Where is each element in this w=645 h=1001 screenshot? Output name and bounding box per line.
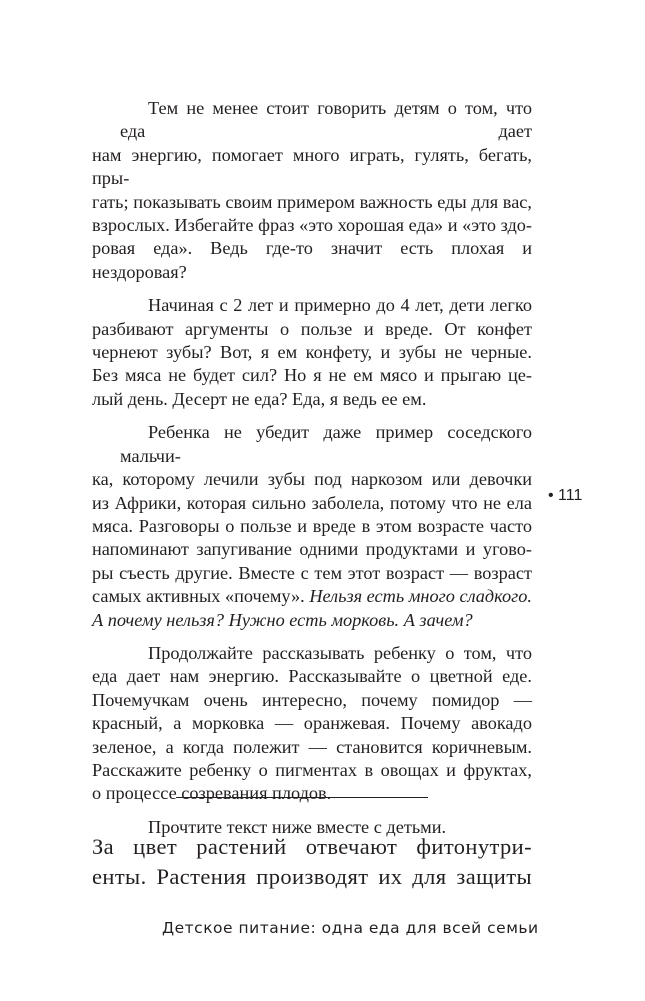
text-line: еда дает нам энергию. Рассказывайте о цветной еде. — [92, 666, 532, 687]
page-number: • 111 — [548, 487, 583, 504]
text-line: красный, а морковка — оранжевая. Почему авокадо — [92, 713, 532, 734]
paragraph-1 — [92, 97, 532, 284]
text-line — [92, 609, 532, 632]
paragraph-2 — [92, 294, 532, 411]
large-text-line: За цвет растений отвечают фитонутри- — [92, 834, 532, 859]
text-line: зеленое, а когда полежит — становится коричневым. — [92, 736, 532, 757]
text-line: напоминают запугивание одними продуктами и угово- — [92, 539, 532, 560]
text-line: ровая еда». Ведь где-то значит есть плохая и нездоровая? — [92, 238, 532, 282]
text-line: ка, которому лечили зубы под наркозом или девочки — [92, 469, 532, 490]
text-line: разбивают аргументы о пользе и вреде. От конфет — [92, 318, 532, 339]
text-line: Без мяса не будет сил? Но я не ем мясо и прыгаю це- — [92, 365, 532, 386]
text-line: чернеют зубы? Вот, я ем конфету, и зубы не черные. — [92, 342, 532, 363]
text-line: Продолжайте рассказывать ребенку о том, что — [148, 642, 532, 663]
text-line: из Африки, которая сильно заболела, потому что не ела — [92, 492, 532, 513]
text-line: лый день. Десерт не еда? Еда, я ведь ее ем. — [92, 388, 427, 409]
text-line: гать; показывать своим примером важность еды для вас, — [92, 191, 532, 212]
paragraph-3 — [92, 421, 532, 632]
body-text — [92, 97, 532, 849]
large-text-line: енты. Растения производят их для защиты — [92, 864, 532, 889]
text-line: Тем не менее стоит говорить детям о том, что еда дает — [120, 98, 532, 142]
text-line: Ребенка не убедит даже пример соседского мальчи- — [120, 422, 532, 466]
text-line: взрослых. Избегайте фраз «это хорошая еда» и «это здо- — [92, 215, 532, 236]
text-plain: самых активных «почему». — [92, 586, 305, 607]
section-divider — [176, 797, 428, 798]
large-text-block — [92, 832, 532, 892]
text-line: Начиная с 2 лет и примерно до 4 лет, дети легко — [148, 295, 532, 316]
text-italic: А почему нельзя? Нужно есть морковь. А зачем? — [92, 609, 473, 630]
text-line: нам энергию, помогает много играть, гулять, бегать, пры- — [92, 144, 532, 189]
text-line: Прочтите текст ниже вместе с детьми. — [148, 816, 447, 837]
text-line — [92, 585, 532, 608]
text-line: ры съесть другие. Вместе с тем этот возраст — возраст — [92, 562, 532, 583]
text-line: Почемучкам очень интересно, почему помидор — — [92, 689, 532, 710]
paragraph-4 — [92, 642, 532, 806]
text-line: о процессе созревания плодов. — [92, 783, 332, 804]
running-footer: Детское питание: одна еда для всей семьи — [162, 919, 539, 937]
text-line: Расскажите ребенку о пигментах в овощах и фруктах, — [92, 759, 532, 780]
text-italic: Нельзя есть много сладкого. — [309, 586, 532, 607]
text-line: мяса. Разговоры о пользе и вреде в этом возрасте часто — [92, 515, 532, 536]
